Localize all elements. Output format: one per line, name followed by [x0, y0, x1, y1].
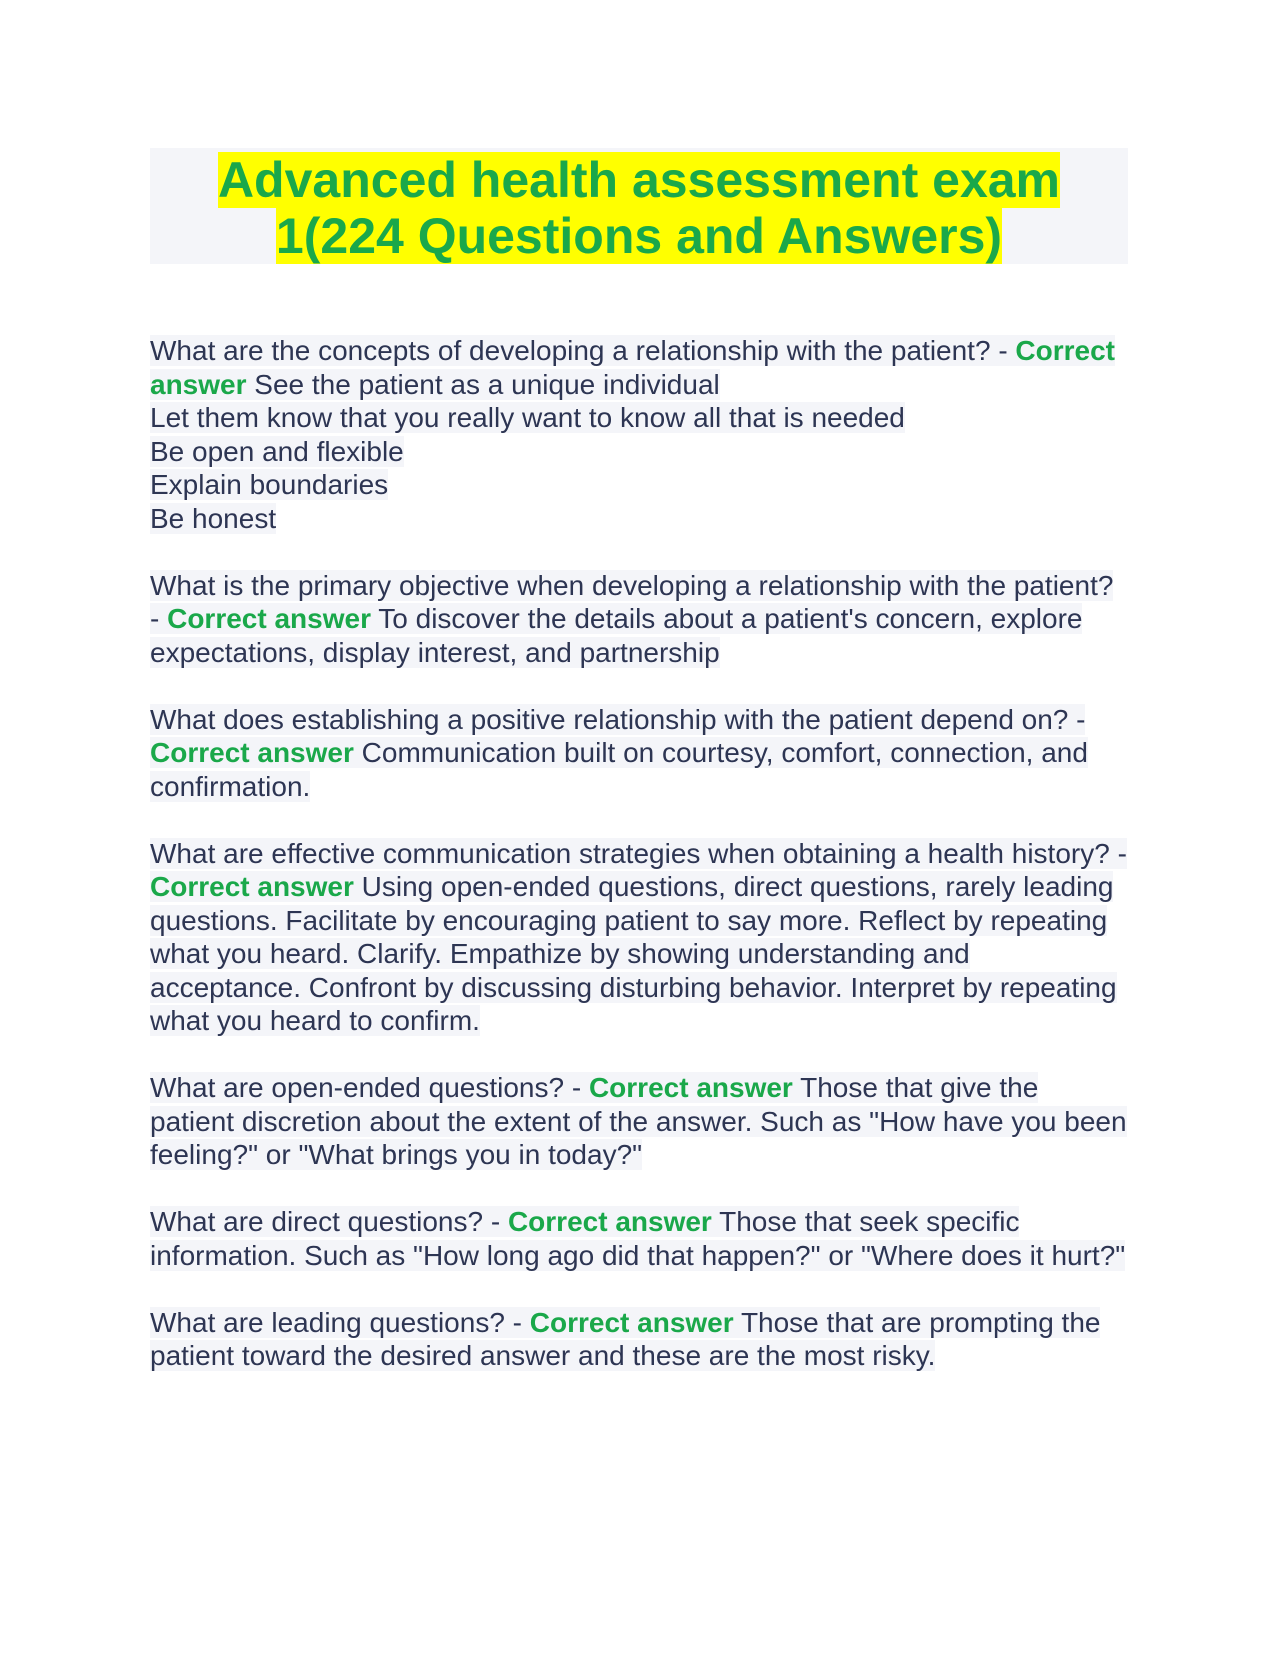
qa-item-3 — [150, 703, 1128, 804]
answer-text: Communication built on courtesy, comfort, connection, and confirmation. — [150, 737, 1088, 802]
question-text: What are open-ended questions? - — [150, 1072, 582, 1103]
correct-answer-label: Correct answer — [588, 1072, 793, 1103]
answer-text: To discover the details about a patient's concern, explore expectations, display interest, and partnership — [150, 603, 1083, 668]
title-line-1: Advanced health assessment exam — [217, 152, 1061, 208]
answer-text: Those that give the patient discretion about the extent of the answer. Such as "How have you been feeling?" or "What brings you in today?" — [150, 1072, 1127, 1170]
question-text: What are the concepts of developing a relationship with the patient? - — [150, 335, 1008, 366]
correct-answer-label: Correct answer — [507, 1206, 712, 1237]
qa-item-1 — [150, 334, 1128, 535]
question-text: What are effective communication strategies when obtaining a health history? - — [150, 837, 1127, 869]
answer-text: See the patient as a unique individual — [254, 368, 720, 400]
correct-answer-label: Correct answer — [150, 871, 354, 902]
qa-list — [150, 334, 1128, 1373]
answer-line: Be honest — [150, 502, 277, 534]
answer-text: Those that seek specific information. Such as "How long ago did that happen?" or "Where does it hurt?" — [150, 1206, 1126, 1271]
question-text: What are leading questions? - — [150, 1306, 522, 1338]
correct-answer-label: Correct answer — [150, 335, 1116, 400]
title-line-2: 1(224 Questions and Answers) — [275, 208, 1003, 264]
qa-item-2 — [150, 569, 1128, 670]
qa-item-4 — [150, 837, 1128, 1038]
answer-line: Let them know that you really want to know all that is needed — [150, 402, 905, 433]
answer-text: Those that are prompting the patient toward the desired answer and these are the most risky. — [150, 1306, 1101, 1371]
question-text: What does establishing a positive relationship with the patient depend on? - — [150, 703, 1086, 735]
qa-item-7 — [150, 1306, 1128, 1373]
answer-text: Using open-ended questions, direct questions, rarely leading questions. Facilitate by encouraging patient to say more. Reflect by repeating what you heard. Clarify. Empathize by showing understanding and acceptance. Confront by discussing disturbing behavior. Interpret by repeating what you heard to confirm. — [150, 871, 1117, 1036]
correct-answer-label: Correct answer — [529, 1306, 734, 1338]
question-text: What are direct questions? - — [150, 1206, 501, 1237]
answer-line: Explain boundaries — [150, 469, 389, 500]
qa-item-5 — [150, 1071, 1128, 1172]
correct-answer-label: Correct answer — [167, 603, 371, 634]
title-block — [150, 148, 1128, 264]
correct-answer-label: Correct answer — [150, 737, 354, 768]
answer-line: Be open and flexible — [150, 435, 404, 467]
question-text: What is the primary objective when developing a relationship with the patient? - — [150, 569, 1114, 634]
document-title — [150, 152, 1128, 264]
document-page — [150, 148, 1128, 1406]
qa-item-6 — [150, 1205, 1128, 1272]
